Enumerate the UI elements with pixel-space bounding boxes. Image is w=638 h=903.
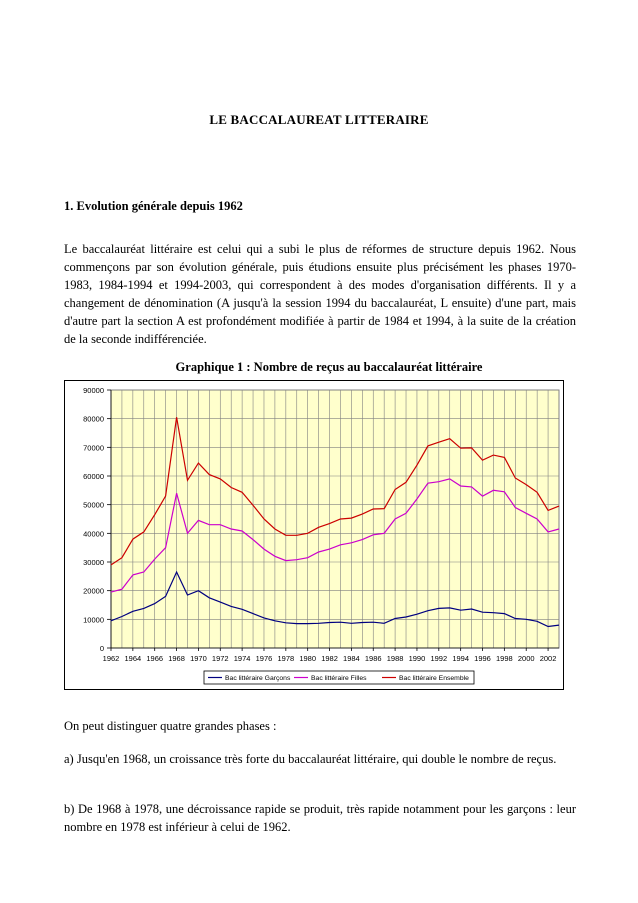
- legend: [204, 671, 474, 684]
- x-tick-label: 1966: [146, 654, 164, 663]
- phases-intro: On peut distinguer quatre grandes phases :: [64, 719, 277, 733]
- x-tick-label: 1990: [408, 654, 426, 663]
- x-tick-label: 1982: [321, 654, 338, 663]
- x-tick-label: 1972: [211, 654, 229, 663]
- y-tick-label: 60000: [83, 472, 104, 481]
- y-tick-label: 10000: [83, 615, 104, 625]
- intro-paragraph: Le baccalauréat littéraire est celui qui a subi le plus de réformes de structure depuis 1962. Nous commençons par son évolution générale, puis étudions ensuite plus précisément les phases 1970-1983, 1984-1994 et 1994-2003, qui correspondent à des modes d'organisation différents. Il y a changement de dénomination (A jusqu'à la session 1994 du baccalauréat, L ensuite) d'une part, mais d'autre part la section A est profondément modifiée à partir de 1984 et 1994, à la suite de la création de la seconde indifférenciée.: [64, 242, 576, 346]
- phase-a-paragraph: a) Jusqu'en 1968, un croissance très forte du baccalauréat littéraire, qui double le nombre de reçus.: [64, 752, 557, 766]
- x-tick-label: 1998: [496, 654, 513, 663]
- legend-label: Bac littéraire Filles: [311, 675, 367, 682]
- document-title: LE BACCALAUREAT LITTERAIRE: [209, 112, 429, 127]
- x-tick-label: 1992: [430, 654, 448, 663]
- x-tick-label: 1988: [386, 654, 404, 663]
- legend-label: Bac littéraire Garçons: [225, 675, 291, 682]
- x-tick-label: 1980: [299, 654, 317, 663]
- x-tick-label: 2000: [517, 654, 535, 663]
- x-tick-label: 1962: [102, 654, 120, 663]
- phase-b-paragraph: b) De 1968 à 1978, une décroissance rapide se produit, très rapide notamment pour les garçons : leur nombre en 1978 est inférieur à celui de 1962.: [64, 802, 576, 834]
- y-tick-label: 30000: [83, 558, 104, 567]
- section-heading: 1. Evolution générale depuis 1962: [64, 199, 243, 213]
- x-tick-label: 1978: [277, 654, 295, 663]
- x-tick-label: 1996: [474, 654, 491, 663]
- chart: [64, 380, 564, 690]
- x-tick-label: 1976: [255, 654, 273, 663]
- y-tick-label: 80000: [83, 414, 104, 424]
- x-tick-label: 1964: [124, 654, 142, 663]
- chart-title: Graphique 1 : Nombre de reçus au baccalauréat littéraire: [175, 360, 483, 374]
- y-tick-label: 50000: [83, 500, 104, 510]
- x-tick-label: 1968: [168, 654, 185, 663]
- y-tick-label: 40000: [83, 529, 104, 539]
- x-tick-label: 1994: [452, 654, 470, 663]
- y-tick-label: 0: [99, 644, 104, 653]
- x-tick-label: 1984: [343, 654, 360, 663]
- legend-label: Bac littéraire Ensemble: [399, 675, 469, 682]
- y-tick-label: 90000: [83, 386, 104, 395]
- x-tick-label: 2002: [539, 654, 557, 663]
- y-tick-label: 20000: [83, 586, 104, 596]
- x-tick-label: 1986: [364, 654, 382, 663]
- x-tick-label: 1970: [190, 654, 207, 663]
- x-tick-label: 1974: [233, 654, 251, 663]
- y-tick-label: 70000: [83, 443, 104, 453]
